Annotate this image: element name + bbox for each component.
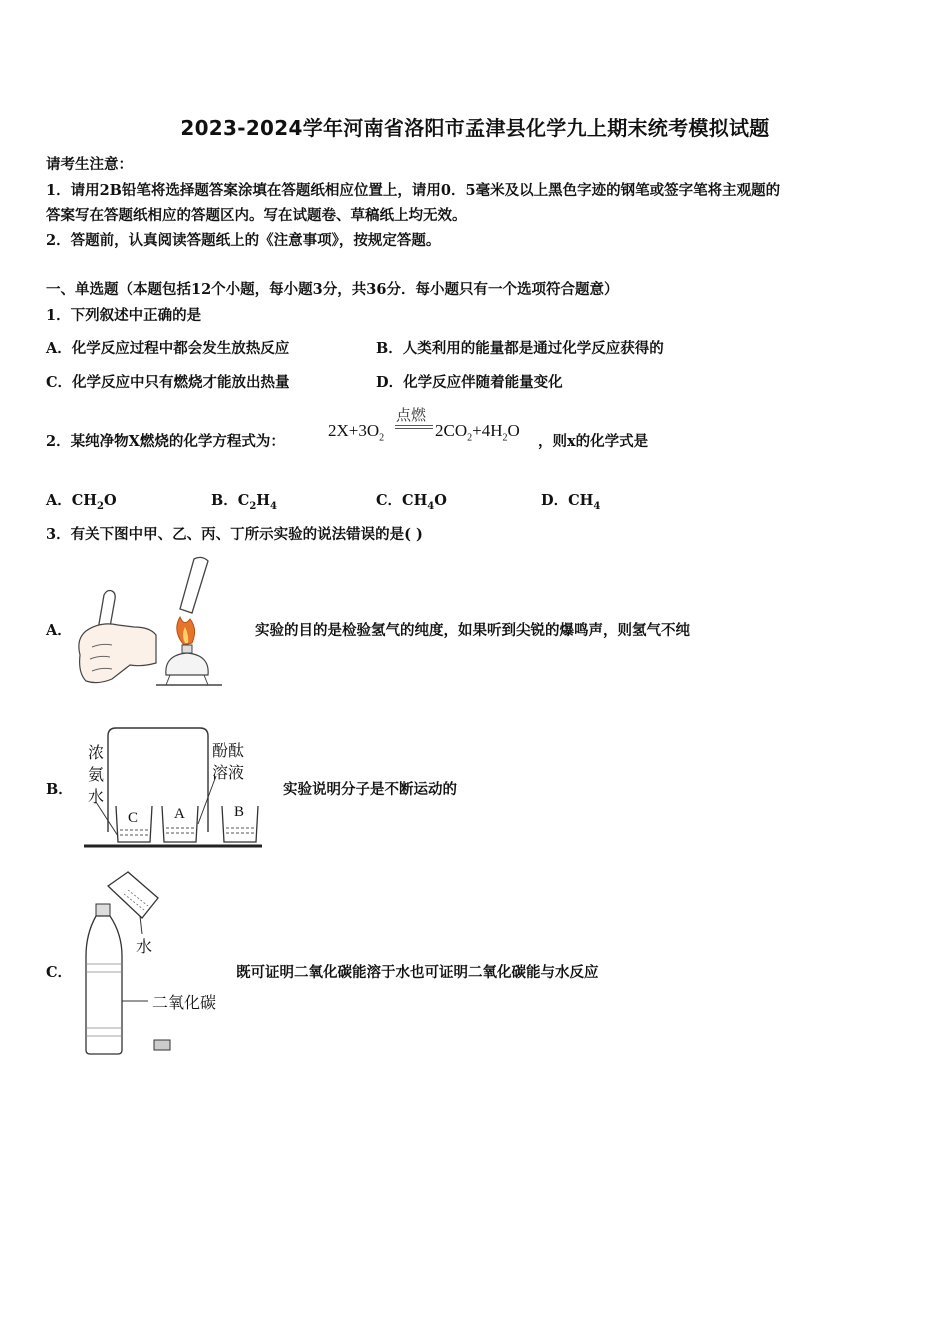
section-heading: 一、单选题（本题包括12个小题，每小题3分，共36分．每小题只有一个选项符合题意） — [46, 281, 619, 298]
beaker-b-label: B — [234, 804, 245, 820]
beaker-a-label: A — [174, 806, 185, 822]
q3-option-c-label: C． — [46, 964, 73, 981]
concentrated-ammonia-label: 浓 氨 水 — [88, 743, 105, 806]
q2-option-b: B．$C_2H_4$ — [211, 492, 277, 512]
carbon-dioxide-label: 二氧化碳 — [152, 993, 217, 1012]
notice-item-1-line-1: 1．请用2B铅笔将选择题答案涂填在答题纸相应位置上，请用0．5毫米及以上黑色字迹的钢笔或签字笔将主观题的 — [46, 182, 781, 199]
eq-left: $2X+3O_2$ — [328, 421, 385, 444]
q3-option-a-label: A． — [46, 622, 72, 639]
q1-option-a: A．化学反应过程中都会发生放热反应 — [46, 340, 290, 357]
q2-stem-suffix: ，则x的化学式是 — [538, 433, 649, 450]
q3-option-a-text: 实验的目的是检验氢气的纯度，如果听到尖锐的爆鸣声，则氢气不纯 — [255, 622, 690, 639]
q2-option-d: D．$CH_4$ — [541, 492, 601, 512]
q1-option-c: C．化学反应中只有燃烧才能放出热量 — [46, 374, 290, 391]
notice-heading: 请考生注意： — [46, 156, 133, 173]
eq-right: $2CO_2+4H_2O$ — [435, 421, 520, 444]
molecule-motion-figure — [82, 724, 264, 852]
beaker-c-label: C — [128, 810, 139, 826]
q2-option-a: A．$CH_2O$ — [46, 492, 117, 512]
notice-item-1-line-2: 答案写在答题纸相应的答题区内。写在试题卷、草稿纸上均无效。 — [46, 207, 467, 224]
eq-bar-bottom — [395, 428, 433, 429]
q1-stem: 1．下列叙述中正确的是 — [46, 307, 202, 324]
notice-item-2: 2．答题前，认真阅读答题纸上的《注意事项》，按规定答题。 — [46, 232, 441, 249]
q1-option-d: D．化学反应伴随着能量变化 — [376, 374, 563, 391]
q2-option-c: C．$CH_4O$ — [376, 492, 447, 512]
hydrogen-purity-test-figure — [72, 555, 232, 693]
eq-bar-top — [395, 425, 433, 426]
co2-bottle-figure — [78, 868, 228, 1060]
phenolphthalein-label: 酚酞 溶液 — [212, 741, 245, 782]
q2-stem-prefix: 2．某纯净物X燃烧的化学方程式为： — [46, 433, 285, 450]
q3-option-b-text: 实验说明分子是不断运动的 — [283, 781, 457, 798]
chemical-equation — [328, 404, 543, 452]
q3-option-b-label: B． — [46, 781, 73, 798]
q3-stem: 3．有关下图中甲、乙、丙、丁所示实验的说法错误的是( ) — [46, 526, 423, 543]
eq-condition: 点燃 — [396, 406, 427, 424]
q1-option-b: B．人类利用的能量都是通过化学反应获得的 — [376, 340, 664, 357]
page-title: 2023-2024学年河南省洛阳市孟津县化学九上期末统考模拟试题 — [180, 116, 770, 140]
q3-option-c-text: 既可证明二氧化碳能溶于水也可证明二氧化碳能与水反应 — [236, 964, 599, 981]
water-label: 水 — [136, 937, 153, 956]
